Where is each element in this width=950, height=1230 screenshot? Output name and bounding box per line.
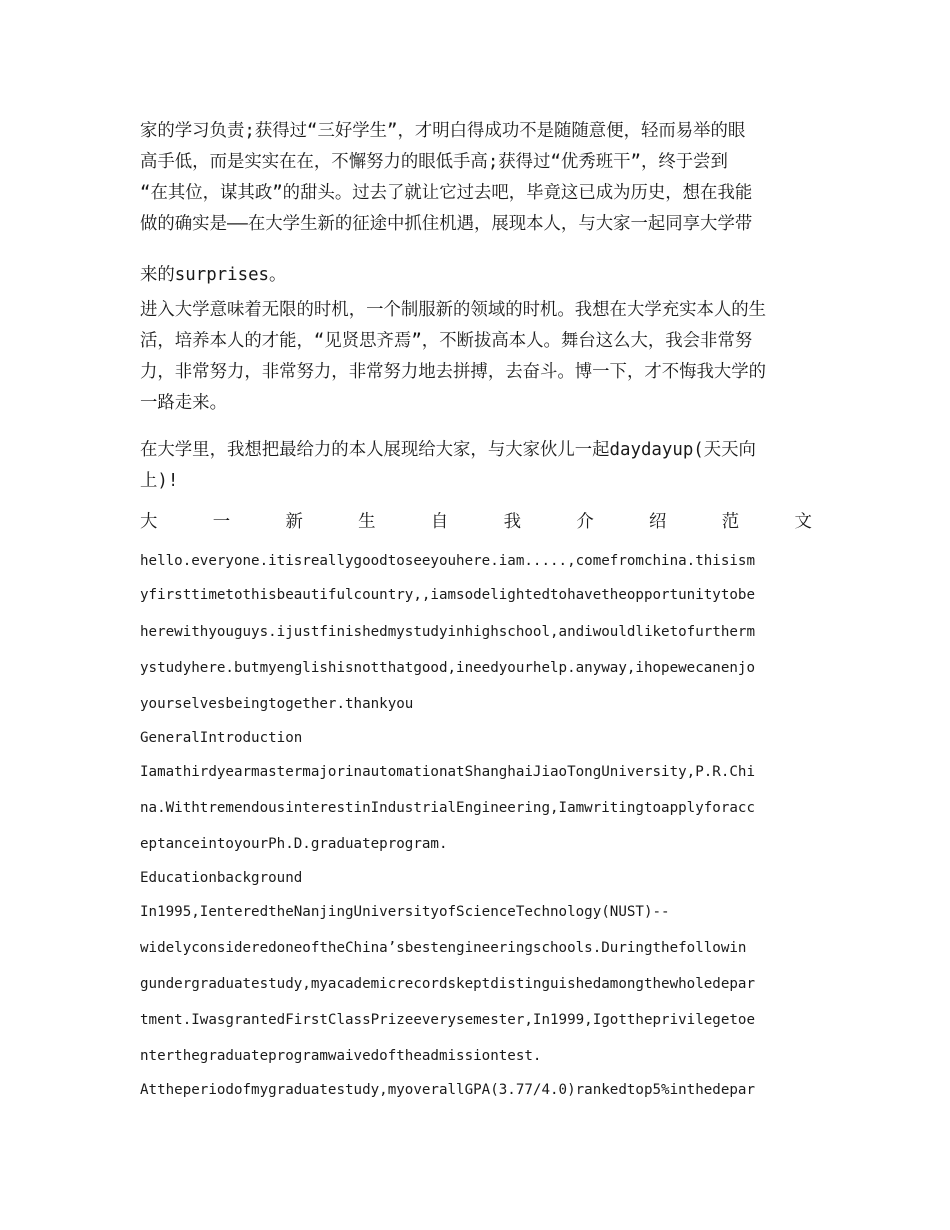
text-line: 力，非常努力，非常努力，非常努力地去拼搏，去奋斗。博一下，才不悔我大学的 — [140, 362, 767, 382]
heading-char: 自 — [430, 512, 449, 532]
text-line: ystudyhere.butmyenglishisnotthatgood,ineedyourhelp.anyway,ihopewecanenjo — [140, 660, 755, 676]
text-line: yourselvesbeingtogether.thankyou — [140, 696, 414, 712]
text-line: “在其位，谋其政”的甜头。过去了就让它过去吧，毕竟这已成为历史，想在我能 — [140, 183, 753, 203]
text-line: hello.everyone.itisreallygoodtoseeyouhere.iam.....,comefromchina.thisism — [140, 553, 755, 569]
heading-char: 新 — [285, 512, 303, 532]
text-line: 一路走来。 — [140, 393, 227, 413]
heading-char: 生 — [358, 512, 376, 532]
text-line: Educationbackground — [140, 870, 303, 886]
text-line: herewithyouguys.ijustfinishedmystudyinhighschool,andiwouldliketofurtherm — [140, 624, 755, 640]
heading-char: 文 — [794, 512, 812, 532]
text-line: GeneralIntroduction — [140, 730, 303, 746]
text-line: 来的surprises。 — [140, 265, 287, 285]
heading-char: 大 — [140, 512, 158, 532]
heading-char: 我 — [503, 512, 521, 532]
heading-char: 绍 — [649, 512, 667, 532]
text-line: 上)! — [140, 471, 179, 491]
text-line: nterthegraduateprogramwaivedoftheadmissiontest. — [140, 1048, 542, 1064]
text-line: Attheperiodofmygraduatestudy,myoverallGPA(3.77/4.0)rankedtop5%inthedepar — [140, 1082, 755, 1098]
text-line: eptanceintoyourPh.D.graduateprogram. — [140, 836, 448, 852]
text-line: 活，培养本人的才能，“见贤思齐焉”，不断拔高本人。舞台这么大，我会非常努 — [140, 331, 753, 351]
heading-char: 范 — [721, 512, 740, 532]
text-line: widelyconsideredoneoftheChina’sbestengineeringschools.Duringthefollowin — [140, 940, 747, 956]
text-line: na.WithtremendousinterestinIndustrialEngineering,Iamwritingtoapplyforacc — [140, 800, 755, 816]
text-line: yfirsttimetothisbeautifulcountry,,iamsodelightedtohavetheopportunitytobe — [140, 587, 755, 603]
text-line: 家的学习负责;获得过“三好学生”，才明白得成功不是随随意便，轻而易举的眼 — [140, 121, 746, 141]
text-line: 做的确实是——在大学生新的征途中抓住机遇，展现本人，与大家一起同享大学带 — [140, 214, 753, 234]
text-line: 在大学里，我想把最给力的本人展现给大家，与大家伙儿一起daydayup(天天向 — [140, 440, 756, 460]
text-line: In1995,IenteredtheNanjingUniversityofScienceTechnology(NUST)-- — [140, 904, 670, 920]
section-heading — [140, 508, 812, 536]
heading-char: 一 — [212, 512, 231, 532]
text-line: tment.IwasgrantedFirstClassPrizeeverysemester,In1999,Igottheprivilegetoe — [140, 1012, 755, 1028]
text-line: 高手低，而是实实在在，不懈努力的眼低手高;获得过“优秀班干”，终于尝到 — [140, 152, 728, 172]
heading-char: 介 — [576, 512, 594, 532]
text-line: gundergraduatestudy,myacademicrecordskeptdistinguishedamongthewholedepar — [140, 976, 755, 992]
text-line: 进入大学意味着无限的时机，一个制服新的领域的时机。我想在大学充实本人的生 — [140, 300, 767, 320]
text-line: IamathirdyearmastermajorinautomationatShanghaiJiaoTongUniversity,P.R.Chi — [140, 764, 755, 780]
